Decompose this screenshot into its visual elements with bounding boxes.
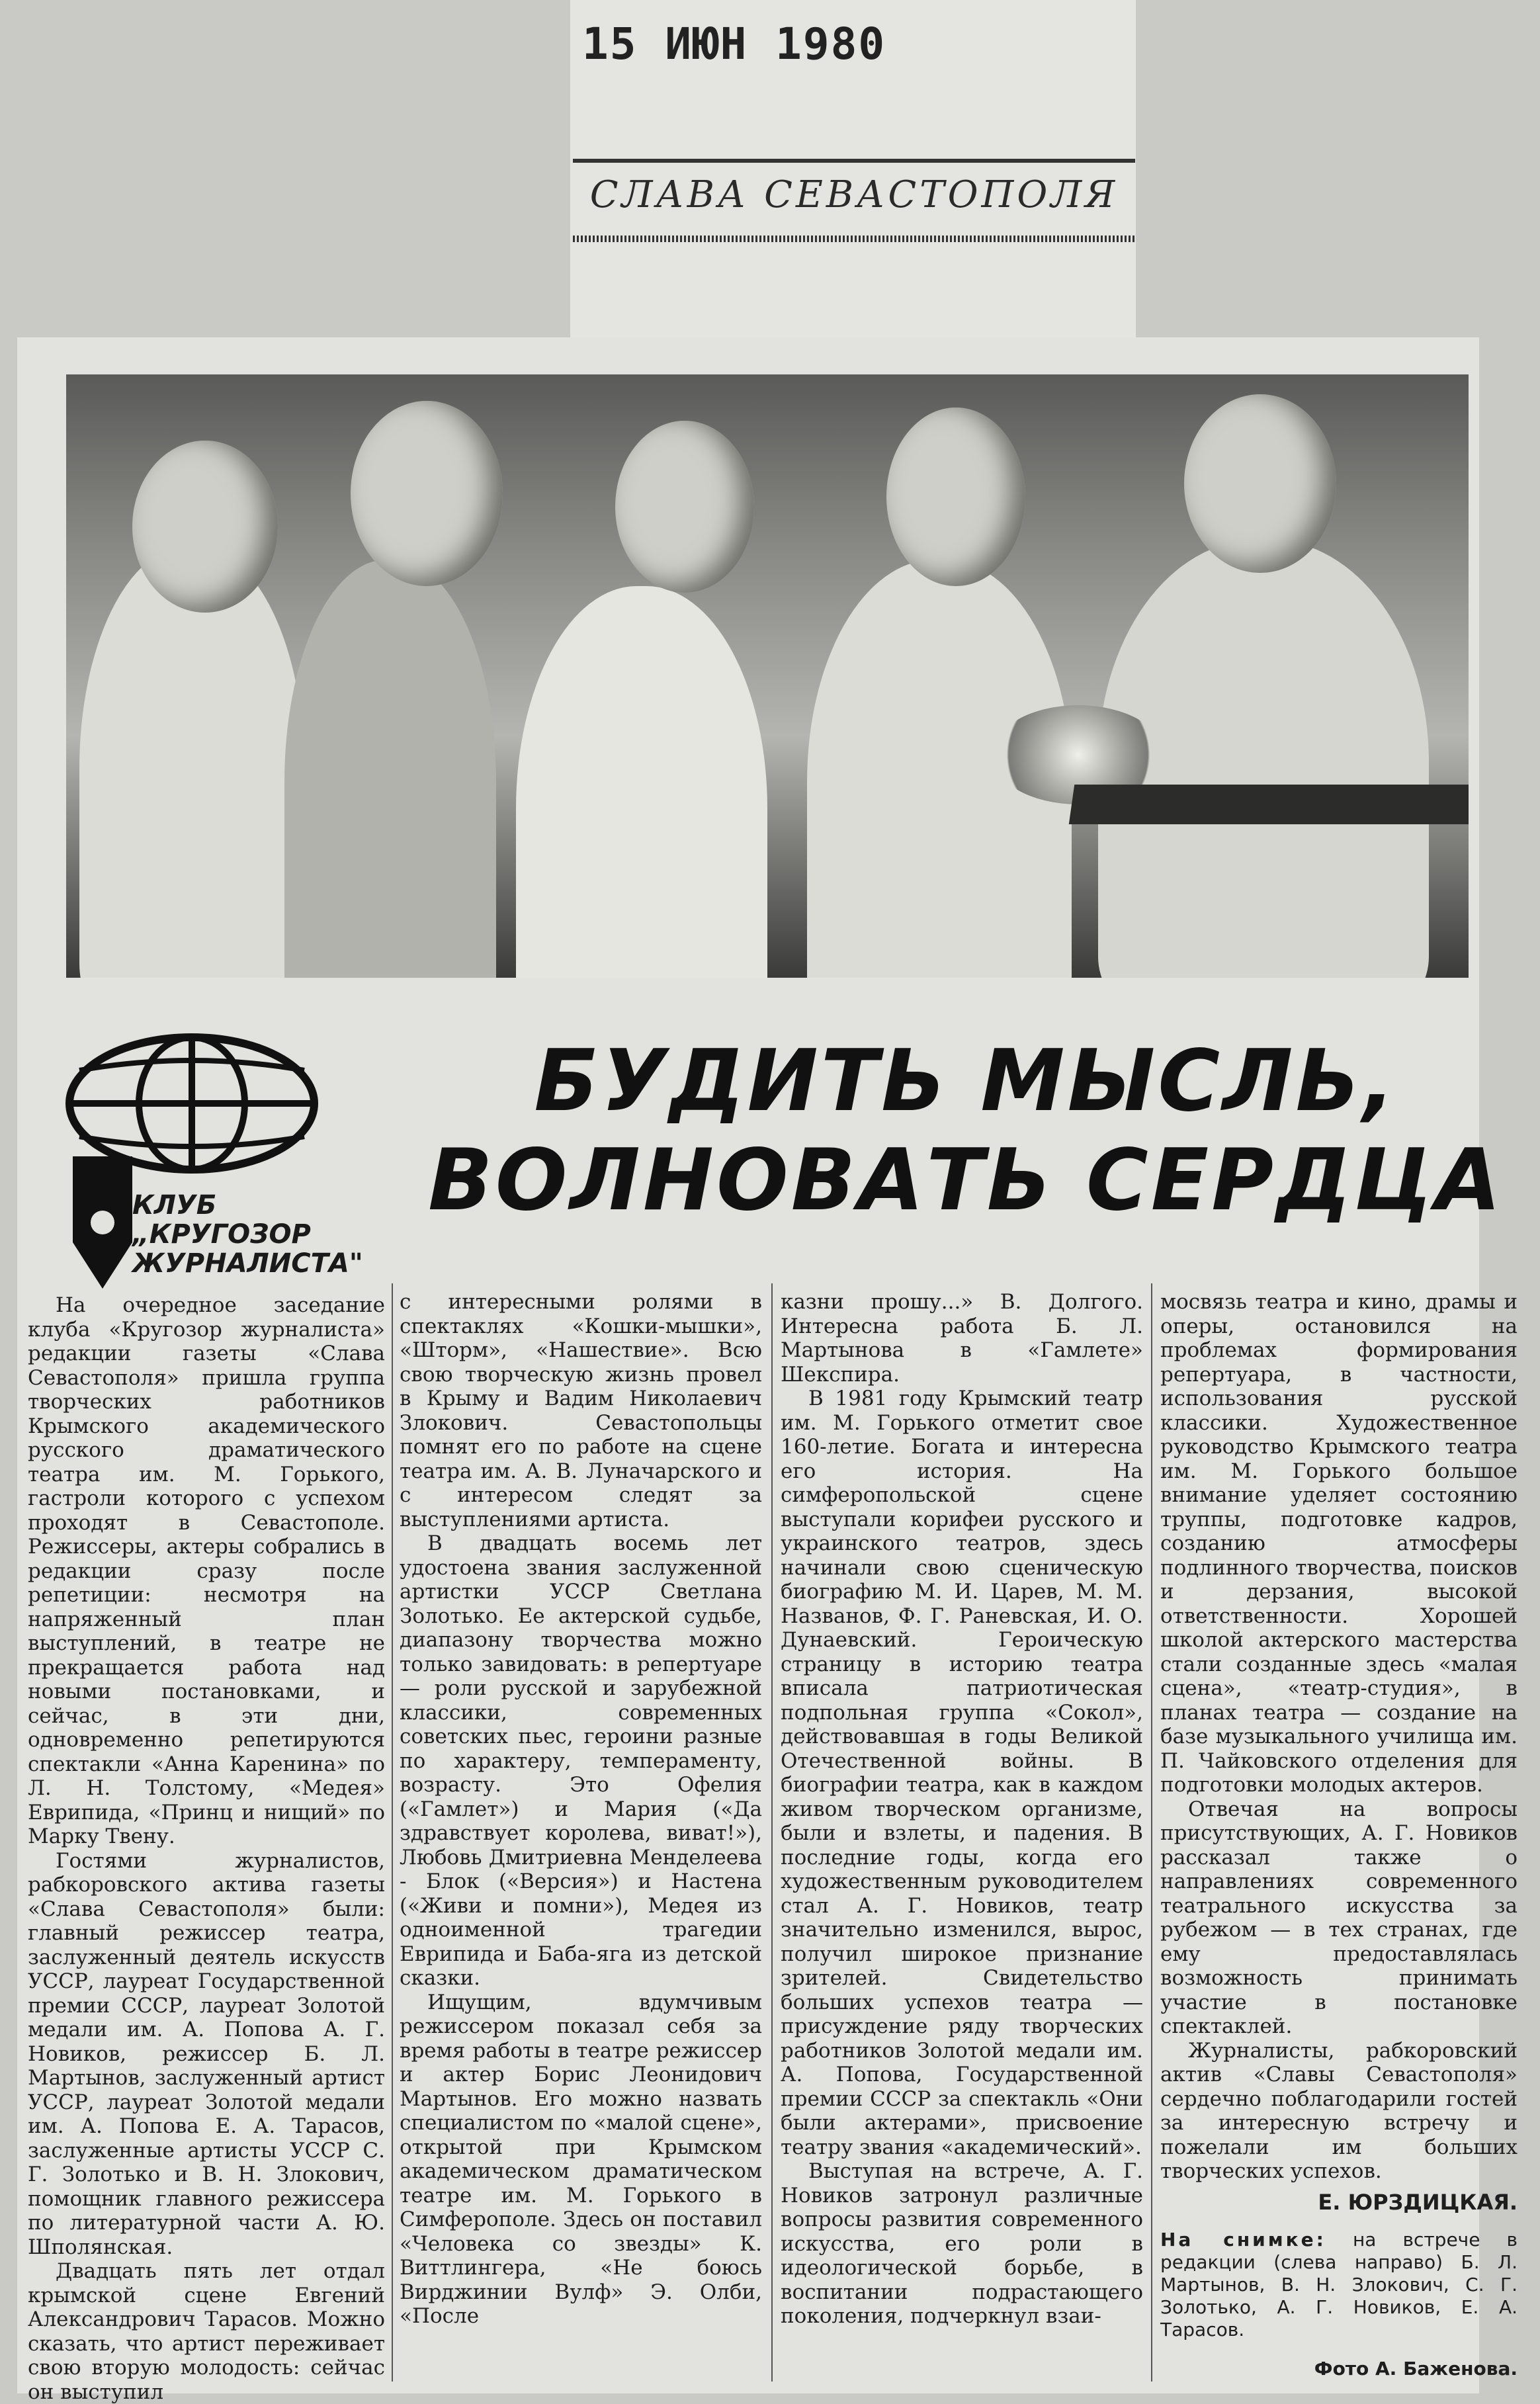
paragraph: Выступая на встрече, А. Г. Новиков затронул различные вопросы развития современного искусства, его роли в идеологической борьбе, в воспитании подрастающего поколения, подчеркнул взаи- (781, 2159, 1143, 2328)
column-rule (392, 1283, 393, 2382)
paragraph: В двадцать восемь лет удостоена звания заслуженной артистки УССР Светлана Золотько. Ее актерской судьбе, диапазону творчества можно только завидовать: в репертуаре — роли русской и зарубежной классики, современных советских пьес, героини разные по характеру, темпераменту, возрасту. Это Офелия («Гамлет») и Мария («Да здравствует королева, виват!»), Любовь Дмитриевна Менделеева - Блок («Версия») и Настена («Живи и помни»), Медея из одноименной трагедии Еврипида и Баба-яга из детской сказки. (400, 1531, 762, 1990)
paragraph: Гостями журналистов, рабкоровского актива газеты «Слава Севастополя» были: главный режиссер театра, заслуженный деятель искусств УССР, лауреат Государственной премии СССР, лауреат Золотой медали им. А. Попова А. Г. Новиков, режиссер Б. Л. Мартынов, заслуженный артист УССР, лауреат Золотой медали им. А. Попова Е. А. Тарасов, заслуженные артисты УССР С. Г. Золотько и В. Н. Злокович, помощник главного режиссера по литературной части А. Ю. Шполянская. (28, 1848, 385, 2259)
article-column-2 (400, 1290, 762, 2329)
club-label-line: ЖУРНАЛИСТА" (132, 1248, 363, 1279)
caption-text: на встрече в редакции (слева направо) Б. Л. Мартынов, В. Н. Злокович, С. Г. Золотько, А. Г. Новиков, Е. А. Тарасов. (1160, 2229, 1518, 2340)
column-rule (771, 1283, 773, 2382)
author-byline: Е. ЮРЗДИЦКАЯ. (1318, 2189, 1518, 2215)
column-rule (1151, 1283, 1152, 2382)
paragraph: с интересными ролями в спектаклях «Кошки-мышки», «Шторм», «Нашествие». Всю свою творческую жизнь провел в Крыму и Вадим Николаевич Злокович. Севастопольцы помнят его по работе на сцене театра им. А. В. Луначарского и с интересом следят за выступлениями артиста. (400, 1290, 762, 1531)
headline-line: БУДИТЬ МЫСЛЬ, (534, 1032, 1398, 1131)
group-photo (66, 374, 1469, 978)
paragraph: Двадцать пять лет отдал крымской сцене Евгений Александрович Тарасов. Можно сказать, что артист переживает свою вторую молодость: сейчас он выступил (28, 2259, 385, 2404)
table (1069, 785, 1469, 824)
date-stamp: 15 ИЮН 1980 (582, 19, 886, 69)
photo-credit: Фото А. Баженова. (1314, 2358, 1518, 2380)
paragraph: Отвечая на вопросы присутствующих, А. Г. Новиков рассказал также о направлениях современного театрального искусства за рубежом — в тех странах, где ему предоставлялась возможность принимать участие в постановке спектаклей. (1160, 1797, 1518, 2038)
article-column-4 (1160, 1290, 1518, 2382)
masthead-rule-bottom (573, 236, 1135, 242)
club-label-line: „КРУГОЗОР (132, 1219, 311, 1250)
club-label (132, 1191, 384, 1278)
headline-line: ВОЛНОВАТЬ СЕРДЦА (428, 1131, 1504, 1230)
article-column-3 (781, 1290, 1143, 2329)
newspaper-masthead: СЛАВА СЕВАСТОПОЛЯ (589, 173, 1119, 216)
masthead-rule-top (573, 159, 1135, 163)
photo-caption (1160, 2229, 1518, 2341)
article-column-1 (28, 1293, 385, 2404)
headline (404, 1032, 1528, 1230)
paragraph: Ищущим, вдумчивым режиссером показал себя за время работы в театре режиссер и актер Борис Леонидович Мартынов. Его можно назвать специалистом по «малой сцене», открытой при Крымском академическом драматическом театре им. М. Горького в Симферополе. Здесь он поставил «Человека со звезды» К. Виттлингера, «Не боюсь Вирджинии Вулф» Э. Олби, «После (400, 1990, 762, 2328)
caption-lead: На снимке: (1160, 2229, 1326, 2251)
club-label-line: КЛУБ (132, 1190, 217, 1221)
paragraph: Журналисты, рабкоровский актив «Славы Севастополя» сердечно поблагодарили гостей за интересную встречу и пожелали им больших творческих успехов. (1160, 2038, 1518, 2183)
paragraph: мосвязь театра и кино, драмы и оперы, остановился на проблемах формирования репертуара, в частности, использования русской классики. Художественное руководство Крымского театра им. М. Горького большое внимание уделяет состоянию труппы, подготовке кадров, созданию атмосферы подлинного творчества, поисков и дерзания, высокой ответственности. Хорошей школой актерского мастерства стали созданные здесь «малая сцена», «театр-студия», в планах театра — создание на базе музыкального училища им. П. Чайковского отделения для подготовки молодых актеров. (1160, 1290, 1518, 1797)
paragraph: казни прошу...» В. Долгого. Интересна работа Б. Л. Мартынова в «Гамлете» Шекспира. (781, 1290, 1143, 1387)
paragraph: На очередное заседание клуба «Кругозор журналиста» редакции газеты «Слава Севастополя» пришла группа творческих работников Крымского академического русского драматического театра им. М. Горького, гастроли которого с успехом проходят в Севастополе. Режиссеры, актеры собрались в редакции сразу после репетиции: несмотря на напряженный план выступлений, в театре не прекращается работа над новыми постановками, и сейчас, в эти дни, одновременно репетируются спектакли «Анна Каренина» по Л. Н. Толстому, «Медея» Еврипида, «Принц и нищий» по Марку Твену. (28, 1293, 385, 1848)
paragraph: В 1981 году Крымский театр им. М. Горького отметит свое 160-летие. Богата и интересна его история. На симферопольской сцене выступали корифеи русского и украинского театров, здесь начинали свою сценическую биографию М. И. Царев, М. М. Названов, Ф. Г. Раневская, И. О. Дунаевский. Героическую страницу в историю театра вписала патриотическая подпольная группа «Сокол», действовавшая в годы Великой Отечественной войны. В биографии театра, как в каждом живом творческом организме, были и взлеты, и падения. В последние годы, когда его художественным руководителем стал А. Г. Новиков, театр значительно изменился, вырос, получил широкое признание зрителей. Свидетельство больших успехов театра — присуждение ряду творческих работников Золотой медали им. А. Попова, Государственной премии СССР за спектакль «Они были актерами», присвоение театру звания «академический». (781, 1387, 1143, 2159)
